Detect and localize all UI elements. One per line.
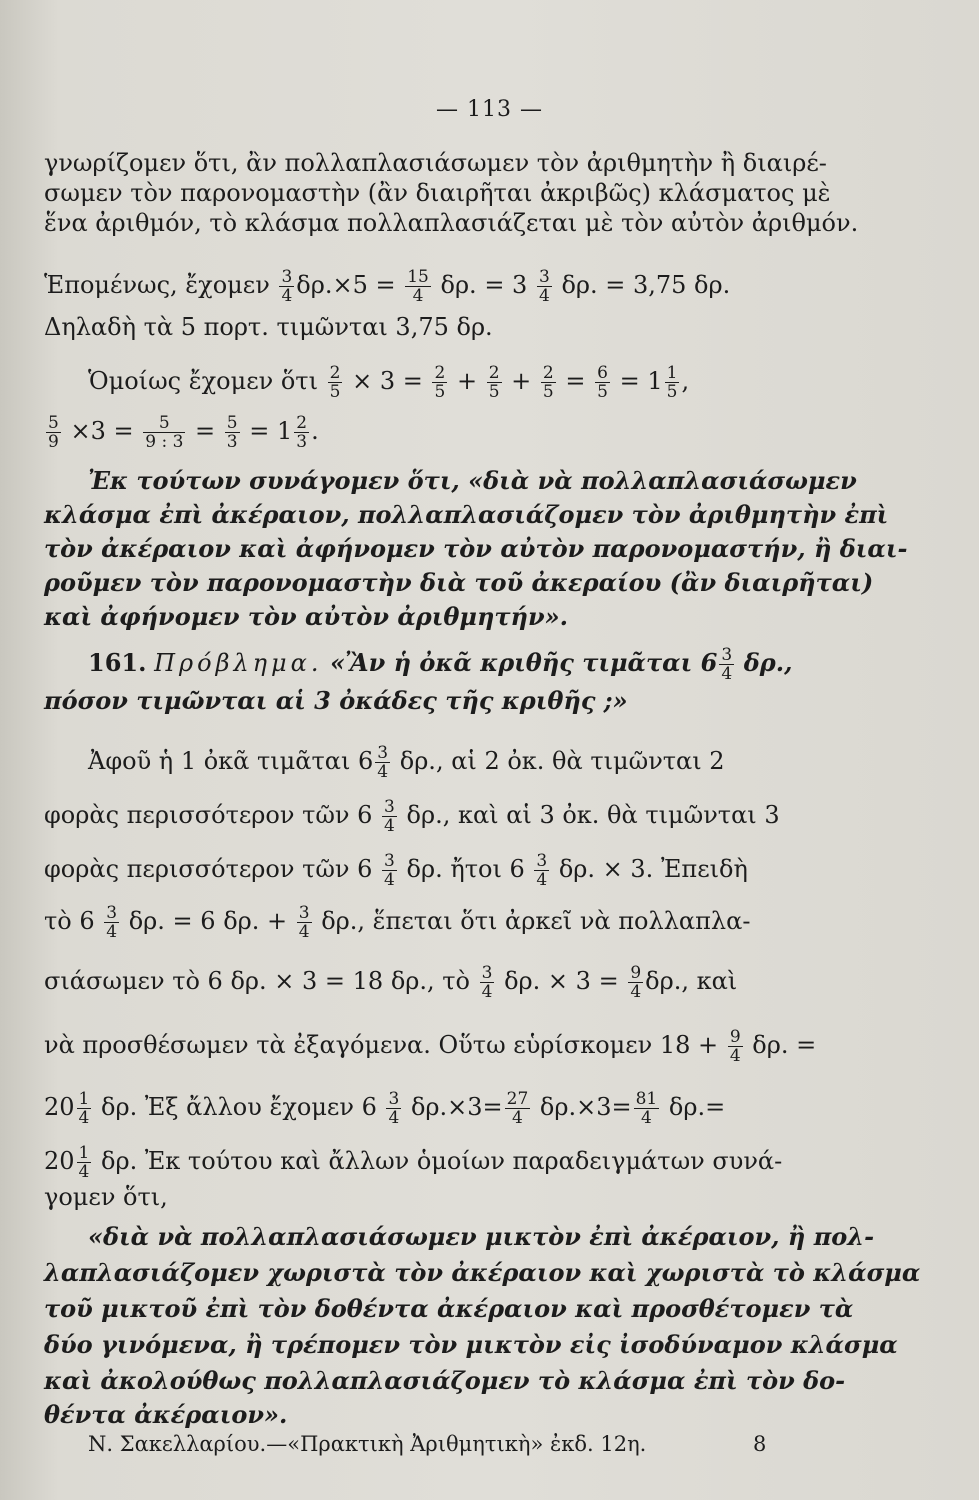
fraction: $\frac{3}{4}$	[721, 645, 733, 684]
equation-line: νὰ προσθέσωμεν τὰ ἐξαγόμενα. Οὕτω εὑρίσκομεν 18 + $\frac{9}{4}$ δρ. =	[44, 1027, 817, 1066]
fraction: $\frac{5}{3}$	[226, 413, 238, 452]
fraction: $\frac{2}{3}$	[296, 413, 308, 452]
fraction: $\frac{2}{5}$	[542, 363, 554, 402]
page-number: — 113 —	[436, 97, 543, 122]
fraction: $\frac{2}{5}$	[329, 363, 341, 402]
fraction: $\frac{3}{4}$	[377, 743, 389, 782]
footer-citation: Ν. Σακελλαρίου.—«Πρακτικὴ Ἀριθμητικὴ» ἐκδ. 12η.	[88, 1432, 647, 1456]
problem-number: 161.	[88, 648, 147, 677]
rule-text: καὶ ἀκολούθως πολλαπλασιάζομεν τὸ κλάσμα ἐπὶ τὸν δο-	[44, 1366, 846, 1395]
text: Ἑπομένως, ἔχομεν	[44, 271, 270, 299]
fraction: $\frac{9}{4}$	[630, 963, 642, 1002]
rule-text: λαπλασιάζομεν χωριστὰ τὸν ἀκέραιον καὶ χωριστὰ τὸ κλάσμα	[44, 1258, 921, 1287]
equation-line: Ὁμοίως ἔχομεν ὅτι $\frac{2}{5}$ × 3 = $\frac{2}{5}$ + $\frac{2}{5}$ + $\frac{2}{5}$ = $\frac{6}{5}$ = 1 $\frac{1}{5}$ ,	[88, 363, 690, 402]
equation-line: φορὰς περισσότερον τῶν 6 $\frac{3}{4}$ δρ. ἤτοι 6 $\frac{3}{4}$ δρ. × 3. Ἐπειδὴ	[44, 851, 748, 890]
fraction: $\frac{81}{4}$	[635, 1089, 658, 1128]
equation-line: $\frac{5}{9}$ ×3 = $\frac{5}{9 : 3}$ = $\frac{5}{3}$ = 1 $\frac{2}{3}$ .	[48, 413, 319, 452]
rule-text: τὸν ἀκέραιον καὶ ἀφήνομεν τὸν αὐτὸν παρονομαστήν, ἢ διαι-	[44, 534, 908, 563]
text-line: γομεν ὅτι,	[44, 1183, 168, 1211]
fraction: $\frac{9}{4}$	[729, 1027, 741, 1066]
fraction: $\frac{2}{5}$	[434, 363, 446, 402]
signature-number: 8	[753, 1432, 767, 1456]
fraction: $\frac{3}{4}$	[106, 903, 118, 942]
equation-line: φορὰς περισσότερον τῶν 6 $\frac{3}{4}$ δρ., καὶ αἱ 3 ὀκ. θὰ τιμῶνται 3	[44, 797, 780, 836]
equation-line: σιάσωμεν τὸ 6 δρ. × 3 = 18 δρ., τὸ $\frac{3}{4}$ δρ. × 3 = $\frac{9}{4}$ δρ., καὶ	[44, 963, 738, 1002]
fraction: $\frac{1}{5}$	[666, 363, 678, 402]
footer	[88, 1432, 788, 1456]
rule-text: δύο γινόμενα, ἢ τρέπομεν τὸν μικτὸν εἰς ἰσοδύναμον κλάσμα	[44, 1330, 898, 1359]
equation-line: 20 $\frac{1}{4}$ δρ. Ἐξ ἄλλου ἔχομεν 6 $\frac{3}{4}$ δρ.×3= $\frac{27}{4}$ δρ.×3= $\frac{81}{4}$ δρ.=	[44, 1089, 726, 1128]
rule-text: θέντα ἀκέραιον».	[44, 1400, 288, 1429]
rule-text: «διὰ νὰ πολλαπλασιάσωμεν μικτὸν ἐπὶ ἀκέραιον, ἢ πολ-	[88, 1222, 875, 1251]
equation-line: Ἑπομένως, ἔχομεν $\frac{3}{4}$ δρ.×5 = $\frac{15}{4}$ δρ. = 3 $\frac{3}{4}$ δρ. = 3,75 δρ.	[44, 267, 731, 306]
rule-text: τοῦ μικτοῦ ἐπὶ τὸν δοθέντα ἀκέραιον καὶ προσθέτομεν τὰ	[44, 1294, 854, 1323]
equation-line: Ἀφοῦ ἡ 1 ὀκᾶ τιμᾶται 6 $\frac{3}{4}$ δρ., αἱ 2 ὀκ. θὰ τιμῶνται 2	[88, 743, 725, 782]
text-line: γνωρίζομεν ὅτι, ἂν πολλαπλασιάσωμεν τὸν ἀριθμητὴν ἢ διαιρέ-	[44, 149, 827, 177]
equation-line: 20 $\frac{1}{4}$ δρ. Ἐκ τούτου καὶ ἄλλων ὁμοίων παραδειγμάτων συνά-	[44, 1143, 783, 1182]
text-line: Δηλαδὴ τὰ 5 πορτ. τιμῶνται 3,75 δρ.	[44, 313, 493, 341]
rule-text: κλάσμα ἐπὶ ἀκέραιον, πολλαπλασιάζομεν τὸν ἀριθμητὴν ἐπὶ	[44, 500, 889, 529]
rule-text: ροῦμεν τὸν παρονομαστὴν διὰ τοῦ ἀκεραίου (ἂν διαιρῆται)	[44, 568, 874, 597]
problem-label: Πρόβλημα.	[154, 649, 323, 677]
fraction: $\frac{2}{5}$	[488, 363, 500, 402]
fraction: $\frac{1}{4}$	[78, 1089, 90, 1128]
fraction: $\frac{5}{9 : 3}$	[145, 413, 184, 452]
fraction: $\frac{3}{4}$	[384, 797, 395, 836]
fraction: $\frac{3}{4}$	[384, 851, 395, 890]
text-line: σωμεν τὸν παρονομαστὴν (ἂν διαιρῆται ἀκριβῶς) κλάσματος μὲ	[44, 179, 831, 207]
fraction: $\frac{3}{4}$	[538, 267, 550, 306]
fraction: $\frac{3}{4}$	[388, 1089, 400, 1128]
problem-question: πόσον τιμῶνται αἱ 3 ὀκάδες τῆς κριθῆς ;»	[44, 686, 628, 715]
fraction: $\frac{15}{4}$	[407, 267, 429, 306]
problem-heading: 161. Πρόβλημα. «Ἂν ἡ ὀκᾶ κριθῆς τιμᾶται 6 $\frac{3}{4}$ δρ.,	[88, 645, 793, 684]
fraction: $\frac{3}{4}$	[298, 903, 310, 942]
fraction: $\frac{6}{5}$	[597, 363, 608, 402]
fraction: $\frac{27}{4}$	[506, 1089, 529, 1128]
text-line: Ἐκ τούτων συνάγομεν ὅτι, «διὰ νὰ πολλαπλασιάσωμεν	[88, 466, 857, 495]
fraction: $\frac{3}{4}$	[481, 963, 493, 1002]
rule-text: καὶ ἀφήνομεν τὸν αὐτὸν ἀριθμητήν».	[44, 602, 569, 631]
fraction: $\frac{1}{4}$	[78, 1143, 90, 1182]
fraction: $\frac{3}{4}$	[281, 267, 293, 306]
fraction: $\frac{3}{4}$	[536, 851, 548, 890]
text-line: ἕνα ἀριθμόν, τὸ κλάσμα πολλαπλασιάζεται μὲ τὸν αὐτὸν ἀριθμόν.	[44, 209, 859, 237]
equation-line: τὸ 6 $\frac{3}{4}$ δρ. = 6 δρ. + $\frac{3}{4}$ δρ., ἕπεται ὅτι ἀρκεῖ νὰ πολλαπλα-	[44, 903, 751, 942]
fraction: $\frac{5}{9}$	[48, 413, 59, 452]
